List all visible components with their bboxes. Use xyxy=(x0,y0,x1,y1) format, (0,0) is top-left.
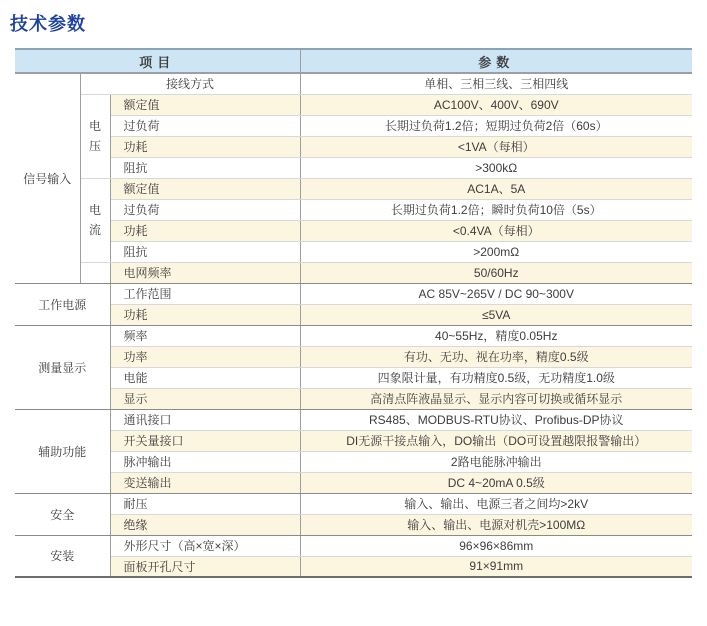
spec-name: 阻抗 xyxy=(110,241,300,262)
spec-name: 额定值 xyxy=(110,94,300,115)
spec-value: 40~55Hz，精度0.05Hz xyxy=(300,325,692,346)
column-header-param: 参数 xyxy=(300,49,692,73)
table-row xyxy=(15,73,692,94)
table-row xyxy=(15,304,692,325)
table-row xyxy=(15,136,692,157)
spec-name: 电能 xyxy=(110,367,300,388)
specs-table xyxy=(15,48,692,578)
spec-name: 脉冲输出 xyxy=(110,451,300,472)
table-row xyxy=(15,472,692,493)
spec-name: 频率 xyxy=(110,325,300,346)
spec-name: 功耗 xyxy=(110,220,300,241)
subsection-label-current xyxy=(80,178,110,262)
spec-name: 绝缘 xyxy=(110,514,300,535)
spec-value: 高清点阵液晶显示、显示内容可切换或循环显示 xyxy=(300,388,692,409)
spec-value: 2路电能脉冲输出 xyxy=(300,451,692,472)
subsection-label-text: 电流 xyxy=(88,203,101,237)
table-row xyxy=(15,388,692,409)
table-row xyxy=(15,157,692,178)
spec-name: 工作范围 xyxy=(110,283,300,304)
spec-value: 91×91mm xyxy=(300,556,692,577)
table-row xyxy=(15,451,692,472)
table-row xyxy=(15,535,692,556)
section-label-signal-input: 信号输入 xyxy=(15,73,80,283)
spec-value: AC1A、5A xyxy=(300,178,692,199)
table-row xyxy=(15,241,692,262)
table-row xyxy=(15,409,692,430)
section-label-installation: 安装 xyxy=(15,535,110,577)
section-label-safety: 安全 xyxy=(15,493,110,535)
spec-name: 耐压 xyxy=(110,493,300,514)
column-header-item: 项目 xyxy=(15,49,300,73)
spec-name: 功耗 xyxy=(110,304,300,325)
spec-value: <1VA（每相） xyxy=(300,136,692,157)
table-row xyxy=(15,283,692,304)
table-row xyxy=(15,556,692,577)
spec-value: 有功、无功、视在功率，精度0.5级 xyxy=(300,346,692,367)
spec-value: 96×96×86mm xyxy=(300,535,692,556)
spec-value: >200mΩ xyxy=(300,241,692,262)
spec-value: AC 85V~265V / DC 90~300V xyxy=(300,283,692,304)
table-row xyxy=(15,178,692,199)
table-header xyxy=(15,49,692,73)
table-row xyxy=(15,262,692,283)
spec-name: 面板开孔尺寸 xyxy=(110,556,300,577)
spec-value: 长期过负荷1.2倍；短期过负荷2倍（60s） xyxy=(300,115,692,136)
spec-name: 过负荷 xyxy=(110,115,300,136)
empty-cell xyxy=(80,262,110,283)
spec-value: <0.4VA（每相） xyxy=(300,220,692,241)
spec-name: 接线方式 xyxy=(80,73,300,94)
spec-name: 过负荷 xyxy=(110,199,300,220)
spec-name: 功率 xyxy=(110,346,300,367)
spec-value: DC 4~20mA 0.5级 xyxy=(300,472,692,493)
table-row xyxy=(15,115,692,136)
spec-value: 输入、输出、电源三者之间均>2kV xyxy=(300,493,692,514)
spec-value: 四象限计量，有功精度0.5级，无功精度1.0级 xyxy=(300,367,692,388)
spec-value: 长期过负荷1.2倍；瞬时负荷10倍（5s） xyxy=(300,199,692,220)
spec-name: 电网频率 xyxy=(110,262,300,283)
table-row xyxy=(15,325,692,346)
table-row xyxy=(15,430,692,451)
spec-value: 单相、三相三线、三相四线 xyxy=(300,73,692,94)
spec-value: 输入、输出、电源对机壳>100MΩ xyxy=(300,514,692,535)
spec-name: 额定值 xyxy=(110,178,300,199)
section-label-measure-display: 测量显示 xyxy=(15,325,110,409)
spec-name: 功耗 xyxy=(110,136,300,157)
table-row xyxy=(15,199,692,220)
spec-value: DI无源干接点输入，DO输出（DO可设置越限报警输出） xyxy=(300,430,692,451)
spec-name: 变送输出 xyxy=(110,472,300,493)
spec-name: 外形尺寸（高×宽×深） xyxy=(110,535,300,556)
section-label-aux-functions: 辅助功能 xyxy=(15,409,110,493)
spec-value: RS485、MODBUS-RTU协议、Profibus-DP协议 xyxy=(300,409,692,430)
table-row xyxy=(15,220,692,241)
table-row xyxy=(15,346,692,367)
spec-name: 通讯接口 xyxy=(110,409,300,430)
spec-name: 开关量接口 xyxy=(110,430,300,451)
spec-value: ≤5VA xyxy=(300,304,692,325)
table-row xyxy=(15,367,692,388)
spec-value: >300kΩ xyxy=(300,157,692,178)
table-row xyxy=(15,94,692,115)
section-label-working-power: 工作电源 xyxy=(15,283,110,325)
table-row xyxy=(15,493,692,514)
page-title: 技术参数 xyxy=(10,14,86,34)
spec-name: 显示 xyxy=(110,388,300,409)
spec-value: AC100V、400V、690V xyxy=(300,94,692,115)
spec-name: 阻抗 xyxy=(110,157,300,178)
subsection-label-text: 电压 xyxy=(88,119,101,153)
subsection-label-voltage xyxy=(80,94,110,178)
table-row xyxy=(15,514,692,535)
spec-value: 50/60Hz xyxy=(300,262,692,283)
